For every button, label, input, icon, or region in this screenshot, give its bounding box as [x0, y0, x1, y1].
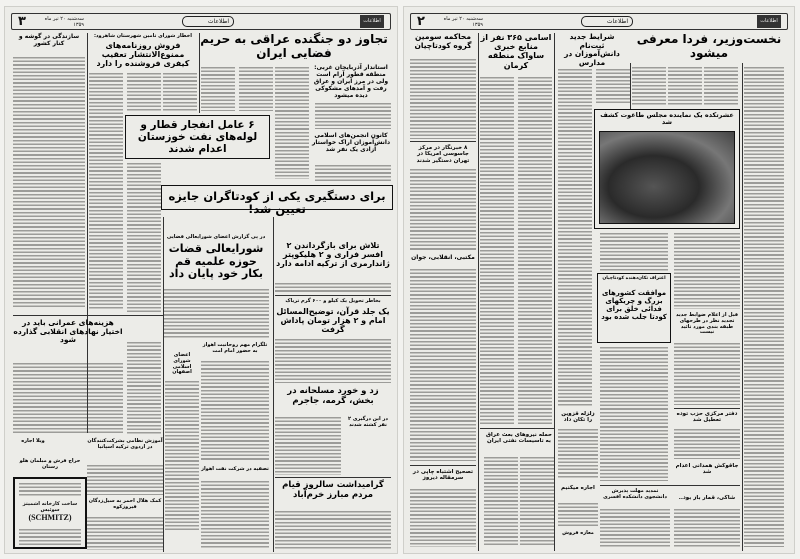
article-text-column — [201, 481, 269, 549]
headline-ahvaz-oil: تصفیه در شرکت نفت اهواز — [201, 466, 269, 472]
column-rule — [480, 428, 554, 429]
ad-brand: (SCHMITZ) — [28, 513, 72, 522]
kicker-banned-papers: اخطار شورای تامین شهرستان شاهرود: — [93, 33, 192, 39]
kicker-coup: اعتراف تکان‌دهنده کودتاچیان — [602, 276, 666, 281]
classified-rent: اجاره میکنیم — [561, 485, 595, 491]
newspaper-logo: اطلاعات — [757, 15, 781, 28]
headline-quake: زلزله قزوین را تکان داد — [561, 411, 595, 424]
article-text-column — [201, 67, 235, 111]
column-rule — [410, 465, 476, 466]
article-text-column — [600, 233, 668, 271]
article-text-column — [275, 339, 391, 383]
article-text-column — [315, 103, 391, 129]
headline-coup: موافقت کشورهای بزرگ و چریکهای فدائی خلق برای کودتا جلب شده بود — [601, 289, 667, 322]
column-rule — [742, 63, 743, 551]
article-text-column — [674, 509, 740, 547]
advertisement-schmitz — [13, 477, 87, 549]
headline-reward: برای دستگیری یکی از کودتاگران جایزه تعیین شد! — [161, 185, 393, 210]
article-text-column — [674, 343, 740, 405]
classified-shop: معازه فروش — [562, 530, 594, 536]
headline-khorramabad: گرامیداشت سالروز قیام مردم مبارز خرم‌آباد — [282, 480, 384, 500]
article-text-column — [480, 77, 514, 425]
column-rule — [554, 33, 555, 551]
headline-maktabi: مکتبی، انقلابی، جوان — [411, 254, 475, 261]
article-text-column — [19, 483, 81, 497]
article-text-column — [410, 489, 476, 547]
issue-date: سه‌شنبه ۲۰ تیر ماه ۱۳۵۹ — [44, 16, 84, 28]
headline-main: نخست‌وزیر، فردا معرفی میشود — [636, 32, 782, 60]
kicker-quran: بخاطر تحویل یک کیلو و ۶۰۰ گرم تریاک — [285, 298, 381, 304]
column-rule — [275, 477, 391, 478]
headline-classification: قبل از اعلام ضوابط جدید تجدید نظر در طرحهای طبقه بندی مورد تائید نیست — [675, 312, 739, 336]
headline-hamedan: جاقوکش همدانی اعدام شد — [675, 463, 739, 476]
classified-villa: ویلا اجاره — [21, 438, 45, 444]
headline-judges: شورایعالی قضات حوزه علمیه قم بکار خود پایان داد — [168, 242, 264, 281]
article-text-column — [87, 517, 163, 550]
issue-date: سه‌شنبه ۲۰ تیر ماه ۱۳۵۹ — [443, 16, 483, 28]
page-header — [410, 13, 788, 30]
headline-banned-papers: فروش روزنامه‌های ممنوع‌الانتشار تعقیب کیفری فروشنده را دارد — [96, 41, 190, 69]
column-rule — [478, 33, 479, 551]
photo-caption: عشرتکده یک نماینده مجلس طاغوت کشف شد — [600, 111, 734, 127]
news-photo — [599, 131, 735, 224]
newspaper-page-2 — [403, 6, 795, 554]
headline-quran: یک جلد قرآن، توضیح‌المسائل امام و ۲ هزار تومان پاداش گرفت — [276, 307, 390, 335]
column-rule — [87, 33, 88, 433]
article-text-column — [520, 457, 554, 547]
article-text-column — [558, 429, 598, 479]
article-text-column — [127, 163, 161, 313]
article-text-column — [600, 347, 668, 481]
headline-registration: شرایط جدید ثبت‌نام دانش‌آموزان در مدارس — [564, 32, 620, 67]
article-text-column — [165, 381, 199, 532]
article-text-column — [127, 73, 161, 111]
article-text-column — [518, 77, 552, 425]
article-text-column — [484, 457, 518, 547]
column-rule — [13, 315, 163, 316]
column-rule — [674, 408, 740, 409]
article-text-column — [275, 67, 309, 179]
masthead: اطلاعات — [182, 16, 234, 27]
article-text-column — [127, 342, 161, 434]
headline-tudeh: دفتر مرکزی حزب توده تعطیل شد — [676, 411, 738, 424]
article-text-column — [744, 67, 784, 547]
headline-trial: محاکمه سومین گروه کودتاچیان — [414, 32, 472, 50]
article-text-column — [632, 67, 666, 105]
headline-iraq-attack: حمله نیروهای بعث عراق به تاسیسات نفتی ایران — [485, 432, 553, 445]
headline-main: تجاوز دو جنگنده عراقی به حریم فضایی ایران — [200, 32, 388, 60]
headline-construction: سازندگی در گوشه و کنار کشور — [18, 33, 80, 47]
column-rule — [273, 217, 274, 552]
article-text-column — [275, 417, 341, 475]
article-text-column — [13, 57, 85, 307]
headline-governor: استاندار آذربایجان غربی: منطقه قطور آرام است ولی در مرز ایران و عراق رفت و آمدهای مشکوکی دیده میشود — [313, 64, 389, 99]
article-text-column — [19, 529, 81, 545]
headline-student-union: کانون انجمن‌های اسلامی دانش‌آموزان اراک خواستار آزادی یک نفر شد — [311, 132, 391, 153]
headline-executions: ۶ عامل انفجار قطار و لوله‌های نفت خوزستان اعدام شدند — [125, 115, 270, 159]
article-text-column — [163, 73, 197, 111]
article-text-column — [558, 69, 592, 406]
headline-budget: هزینه‌های عمرانی باید در اختیار نهادهای انقلابی گذارده شود — [13, 318, 123, 345]
article-text-column — [596, 69, 630, 105]
photo-box — [594, 109, 740, 229]
headline-correction: تصحیح اشتباه چاپی در سرمقاله دیروز — [412, 469, 474, 482]
article-text-column — [600, 509, 670, 547]
article-text-column — [410, 269, 476, 461]
column-rule — [600, 485, 740, 486]
article-text-column — [704, 67, 738, 105]
article-text-column — [87, 465, 163, 495]
article-text-column — [239, 67, 273, 111]
article-text-column — [315, 165, 391, 181]
headline-clash-sub: در این درگیری ۲ نفر کشته شدند — [348, 416, 388, 428]
headline-university: تمدید مهلت پذیرش دانشجوی دانشکده افسری — [603, 488, 667, 500]
article-text-column — [163, 289, 269, 339]
masthead: اطلاعات — [581, 16, 633, 27]
headline-reporter: ۸ خبرنگار در مرکز جاسوسی امریکا در تهران دستگیر شدند — [416, 145, 470, 164]
classified-carpet: حراج فرش و مبلمان هلو رستان — [19, 458, 81, 470]
headline-firuzkuh: کمک هلال احمر به سیل‌زدگان فیروزکوه — [88, 498, 162, 510]
article-text-column — [275, 283, 391, 293]
headline-complaint: شاکی، قمار باز بود.. — [678, 495, 736, 501]
article-text-column — [201, 361, 269, 462]
headline-training: آموزش نظامی بشرکت‌کنندگان در اردوی ترکیه اسپانیا — [87, 438, 163, 450]
kicker-judges: در پی گزارش اعضای شورایعالی قضایی — [166, 234, 266, 240]
article-text-column — [668, 67, 702, 105]
headline-helicopters: تلاش برای بازگرداندن ۲ افسر فراری و ۲ هلیکوپتر ژاندارمری از ترکیه ادامه دارد — [276, 241, 390, 269]
article-text-column — [275, 511, 391, 549]
article-text-column — [410, 59, 476, 139]
newspaper-logo: اطلاعات — [360, 15, 384, 28]
article-text-column — [410, 169, 476, 250]
article-text-column — [674, 233, 740, 309]
article-text-column — [558, 503, 598, 527]
headline-clash: زد و خورد مسلحانه در بخش، گرمه، جاجرم — [287, 386, 379, 406]
headline-savak: اسامی ۳۶۵ نفر از منابع خبری ساواک منطقه کرمان — [480, 33, 552, 70]
newspaper-page-3 — [4, 6, 398, 554]
page-header — [11, 13, 391, 30]
column-rule — [275, 295, 391, 296]
column-rule — [630, 63, 631, 109]
article-text-column — [674, 429, 740, 459]
headline-ahvaz-clergy: تلگرام مهم روحانیت اهواز به حضور امام امت — [202, 342, 268, 354]
page-number: ۳ — [18, 14, 26, 29]
article-text-column — [13, 363, 123, 435]
ad-title: ساخت کارخانه اشمیتز سوئیس — [22, 501, 78, 513]
page-number: ۲ — [417, 14, 425, 29]
column-rule — [410, 141, 476, 142]
headline-isfahan: اعضای شورای اسلامی اصفهان — [172, 352, 192, 376]
article-text-column — [89, 73, 123, 309]
